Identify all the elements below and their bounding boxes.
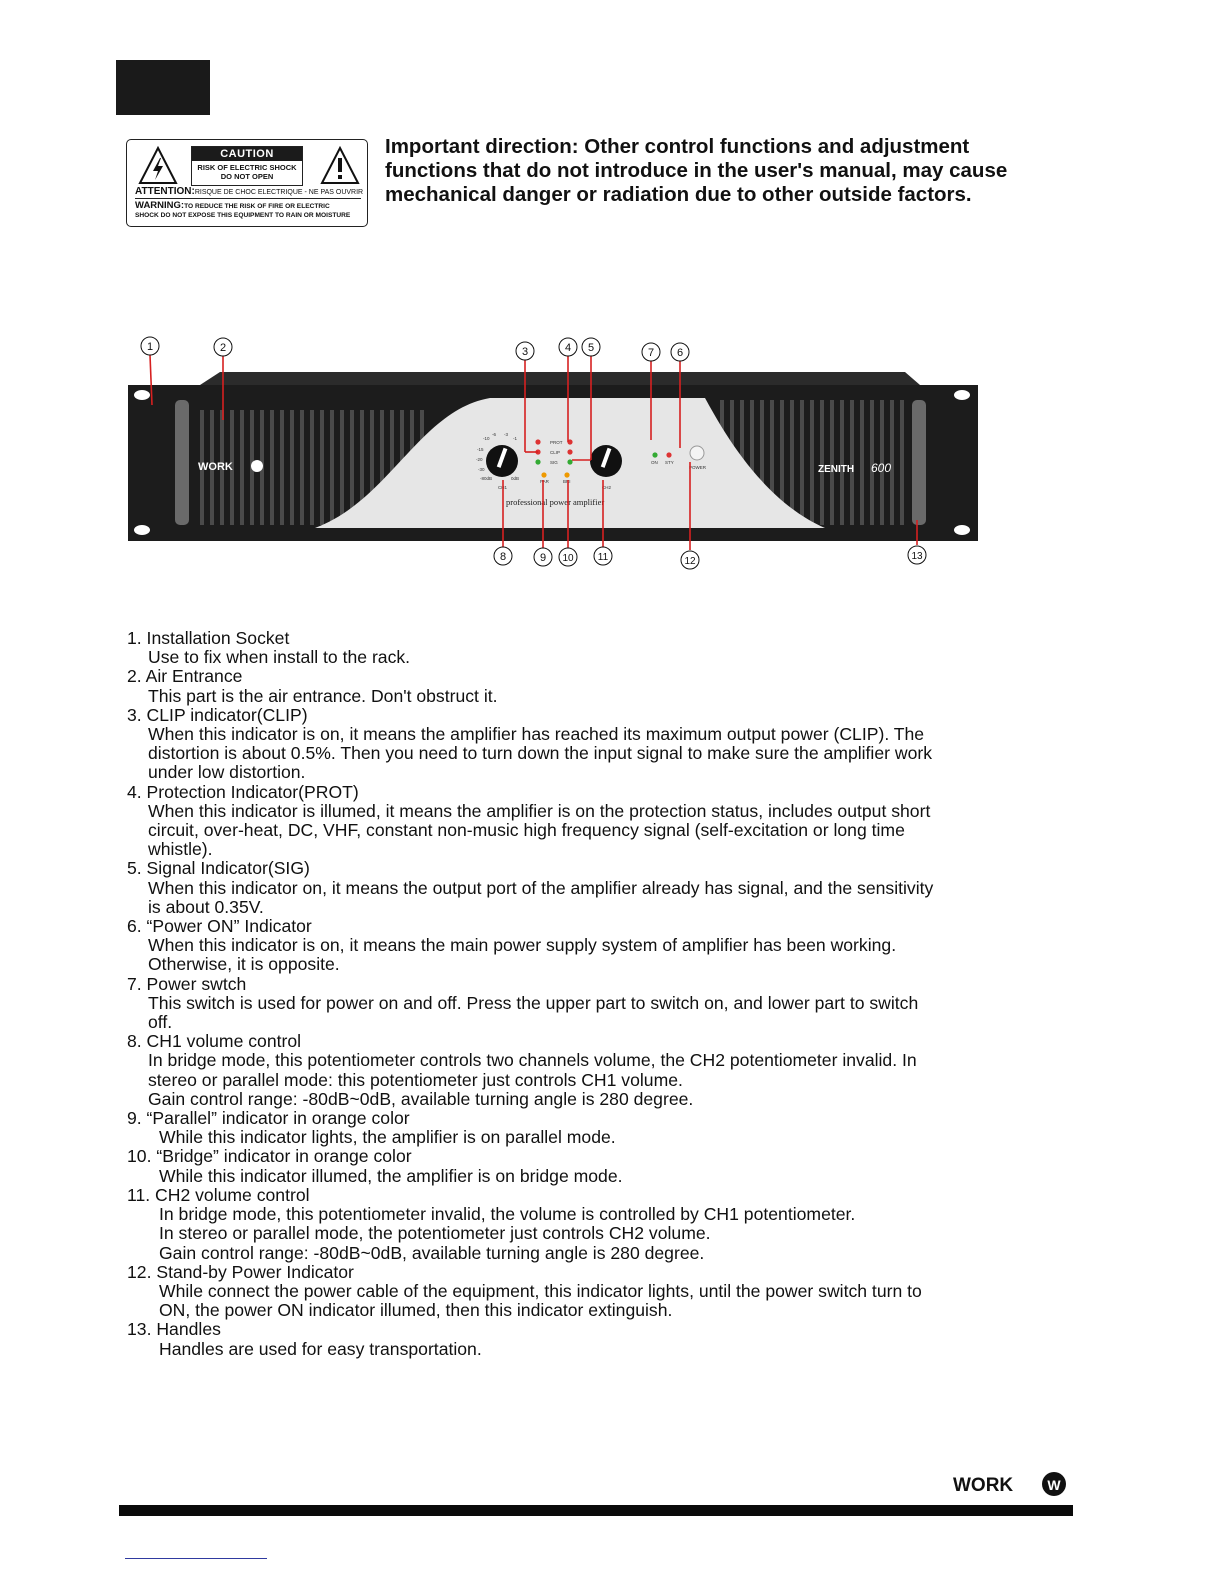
power-label: POWER xyxy=(689,465,707,470)
caution-line-1: RISK OF ELECTRIC SHOCK xyxy=(197,163,297,172)
caution-title: CAUTION xyxy=(192,147,302,161)
item-desc: Gain control range: -80dB~0dB, available turning angle is 280 degree. xyxy=(148,1088,694,1109)
led-label-clip: CLIP xyxy=(550,450,561,455)
item-desc: In bridge mode, this potentiometer controls two channels volume, the CH2 potentiometer invalid. In xyxy=(148,1050,917,1071)
svg-text:W: W xyxy=(1047,1477,1061,1493)
list-item xyxy=(127,859,1027,917)
right-handle xyxy=(912,400,926,525)
left-handle xyxy=(175,400,189,525)
item-desc: is about 0.35V. xyxy=(148,896,264,917)
led-label-sig: SIG xyxy=(550,460,558,465)
list-item xyxy=(127,975,1027,1033)
callout-1: 1 xyxy=(146,341,154,353)
callout-11: 11 xyxy=(597,552,609,563)
amplifier-diagram xyxy=(120,330,990,575)
callout-2: 2 xyxy=(219,342,227,354)
item-title: 8. CH1 volume control xyxy=(127,1031,302,1052)
item-desc: Gain control range: -80dB~0dB, available turning angle is 280 degree. xyxy=(159,1242,705,1263)
rack-hole xyxy=(954,390,970,400)
item-desc: While this indicator lights, the amplifier is on parallel mode. xyxy=(159,1127,616,1148)
bridge-led xyxy=(564,472,569,477)
item-desc: When this indicator is on, it means the amplifier has reached its maximum output power (CLIP). The xyxy=(148,724,925,745)
knob-tick: -15 xyxy=(477,447,484,452)
standby-led xyxy=(666,452,671,457)
item-desc: When this indicator on, it means the output port of the amplifier already has signal, and the sensitivity xyxy=(148,877,934,898)
item-title: 13. Handles xyxy=(127,1319,221,1340)
footer-logo-text: WORK xyxy=(953,1475,1014,1496)
item-desc: This part is the air entrance. Don't obstruct it. xyxy=(148,685,498,706)
list-item xyxy=(127,667,1027,705)
callout-5: 5 xyxy=(587,342,595,354)
knob-label-max: 0dB xyxy=(511,476,520,481)
callout-10: 10 xyxy=(562,553,574,564)
section-tab xyxy=(116,60,210,115)
knob-tick: -1 xyxy=(513,436,518,441)
parallel-led xyxy=(541,472,546,477)
list-item xyxy=(127,629,1027,667)
item-title: 2. Air Entrance xyxy=(127,666,243,687)
item-title: 5. Signal Indicator(SIG) xyxy=(127,858,310,879)
list-item xyxy=(127,1147,1027,1185)
item-title: 10. “Bridge” indicator in orange color xyxy=(127,1146,412,1167)
caution-label xyxy=(126,139,368,227)
sty-label: STY xyxy=(665,460,674,465)
callout-4: 4 xyxy=(564,342,572,354)
item-desc: under low distortion. xyxy=(148,762,306,783)
item-desc: While connect the power cable of the equipment, this indicator lights, until the power switch turn to xyxy=(159,1280,922,1301)
item-desc: Otherwise, it is opposite. xyxy=(148,954,340,975)
attention-head: ATTENTION: xyxy=(135,186,195,197)
callout-6: 6 xyxy=(676,347,684,359)
footer-bar xyxy=(119,1505,1073,1516)
warning-text-1: TO REDUCE THE RISK OF FIRE OR ELECTRIC xyxy=(184,203,330,210)
knob-tick: -3 xyxy=(504,432,509,437)
item-desc: Use to fix when install to the rack. xyxy=(148,647,411,668)
knob-tick: -10 xyxy=(483,436,490,441)
ch1-prot-led xyxy=(535,439,540,444)
item-title: 1. Installation Socket xyxy=(127,628,290,648)
list-item xyxy=(127,1109,1027,1147)
warning-text-2: SHOCK DO NOT EXPOSE THIS EQUIPMENT TO RAIN OR MOISTURE xyxy=(135,211,351,219)
callout-3: 3 xyxy=(521,346,529,358)
item-title: 6. “Power ON” Indicator xyxy=(127,916,312,937)
power-switch xyxy=(690,446,704,460)
item-title: 11. CH2 volume control xyxy=(127,1184,310,1205)
amplifier-front-panel xyxy=(120,330,990,575)
list-item xyxy=(127,1186,1027,1263)
ch2-sig-led xyxy=(567,459,572,464)
item-title: 4. Protection Indicator(PROT) xyxy=(127,781,359,802)
item-title: 12. Stand-by Power Indicator xyxy=(127,1261,354,1282)
rack-hole xyxy=(134,390,150,400)
item-desc: While this indicator illumed, the amplifier is on bridge mode. xyxy=(159,1165,623,1186)
ch1-sig-led xyxy=(535,459,540,464)
item-desc: whistle). xyxy=(148,839,213,860)
knob-tick: -20 xyxy=(476,457,483,462)
bri-label: BRI xyxy=(563,479,571,484)
par-label: PAR xyxy=(540,479,549,484)
electric-shock-warning-icon xyxy=(138,146,178,186)
knob-tick: -6 xyxy=(492,432,497,437)
item-title: 9. “Parallel” indicator in orange color xyxy=(127,1108,410,1129)
callout-8: 8 xyxy=(499,551,507,563)
rack-hole xyxy=(954,525,970,535)
model-name: ZENITH xyxy=(818,464,855,475)
item-title: 3. CLIP indicator(CLIP) xyxy=(127,704,308,725)
item-desc: In bridge mode, this potentiometer invalid, the volume is controlled by CH1 potentiometer. xyxy=(159,1204,856,1225)
brand-w-icon xyxy=(251,460,263,472)
item-desc: When this indicator is on, it means the main power supply system of amplifier has been working. xyxy=(148,935,897,956)
exclamation-warning-icon xyxy=(320,146,360,186)
attention-text: RISQUE DE CHOC ELECTRIQUE - NE PAS OUVRIR xyxy=(194,189,364,196)
list-item xyxy=(127,783,1027,860)
panel-caption: professional power amplifier xyxy=(506,497,605,507)
item-desc: ON, the power ON indicator illumed, then this indicator extinguish. xyxy=(159,1300,673,1321)
caution-box xyxy=(191,146,303,186)
caution-line-2: DO NOT OPEN xyxy=(220,172,274,181)
important-direction: Important direction: Other control functions and adjustment functions that do not introduce in the user's manual, may cause mechanical danger or radiation due to other outside factors. xyxy=(385,135,1008,207)
item-desc: Handles are used for easy transportation. xyxy=(159,1338,482,1359)
item-desc: When this indicator is illumed, it means the amplifier is on the protection status, includes output short xyxy=(148,800,931,821)
rack-hole xyxy=(134,525,150,535)
model-number: 600 xyxy=(871,461,892,475)
item-desc: distortion is about 0.5%. Then you need to turn down the input signal to make sure the amplifier work xyxy=(148,743,933,764)
list-item xyxy=(127,917,1027,975)
item-desc: stereo or parallel mode: this potentiometer just controls CH1 volume. xyxy=(148,1069,683,1090)
warning-head: WARNING: xyxy=(135,200,185,211)
footer-work-logo xyxy=(953,1468,1068,1500)
item-desc: This switch is used for power on and off. Press the upper part to switch on, and lower part to switch xyxy=(148,992,919,1013)
list-item xyxy=(127,706,1027,783)
warning-line xyxy=(135,202,350,220)
power-on-led xyxy=(652,452,657,457)
item-title: 7. Power swtch xyxy=(127,973,247,994)
knob-label-min: -80dB xyxy=(480,476,493,481)
list-item xyxy=(127,1032,1027,1109)
brand-logo: WORK xyxy=(198,461,233,473)
item-desc: In stereo or parallel mode, the potentiometer just controls CH2 volume. xyxy=(159,1223,711,1244)
callout-9: 9 xyxy=(539,552,547,564)
callout-12: 12 xyxy=(684,556,696,567)
footer-link-line xyxy=(125,1558,267,1559)
feature-list xyxy=(127,629,1027,1359)
list-item xyxy=(127,1320,1027,1358)
ch2-clip-led xyxy=(567,449,572,454)
callout-13: 13 xyxy=(911,551,923,562)
led-label-prot: PROT xyxy=(550,440,563,445)
attention-line xyxy=(135,186,364,199)
ch1-label: CH1 xyxy=(498,485,508,490)
list-item xyxy=(127,1263,1027,1321)
item-desc: circuit, over-heat, DC, VHF, constant non-music high frequency signal (self-excitation or long time xyxy=(148,820,905,841)
on-label: ON xyxy=(651,460,658,465)
callout-7: 7 xyxy=(647,347,655,359)
knob-tick: -30 xyxy=(478,467,485,472)
item-desc: off. xyxy=(148,1012,173,1033)
ch2-label: CH2 xyxy=(602,485,612,490)
